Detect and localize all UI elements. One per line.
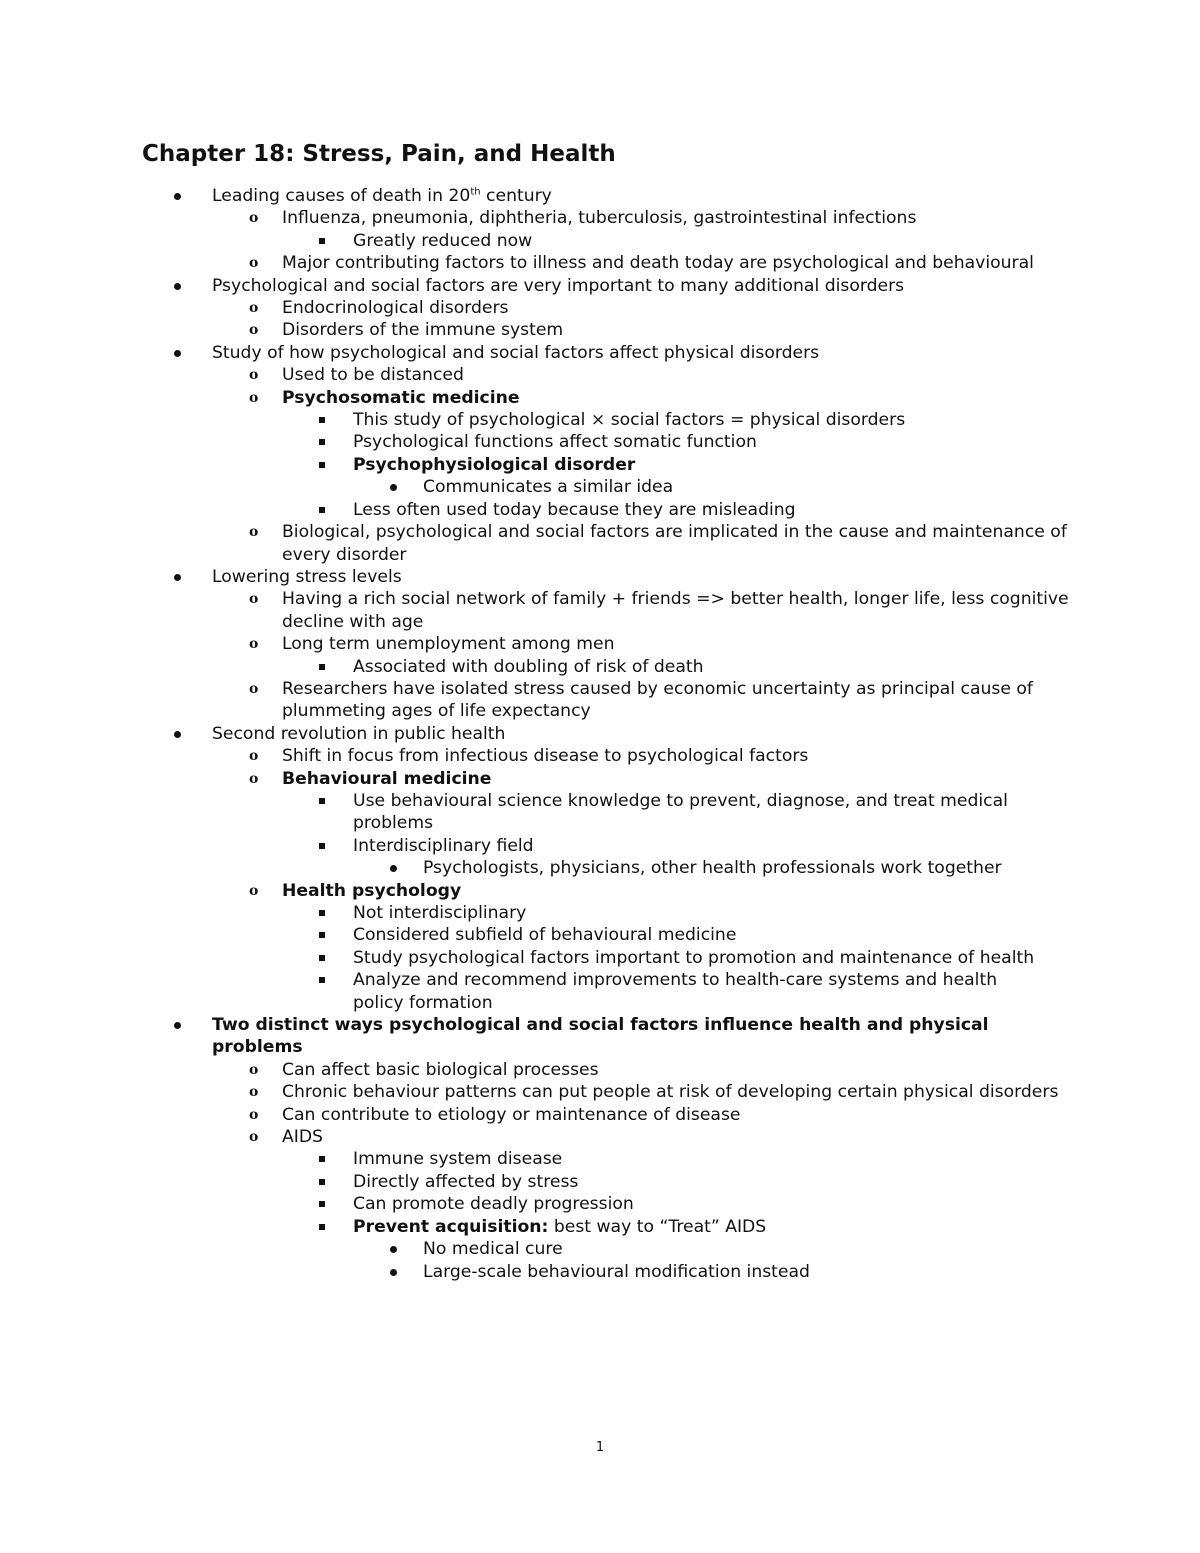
outline-item-text	[282, 745, 1072, 767]
outline-item-level-1	[0, 185, 1200, 207]
outline-item-level-2	[0, 880, 1200, 902]
outline-item-level-2	[0, 319, 1200, 341]
bullet-square-icon	[319, 462, 325, 468]
item-text: Endocrinological disorders	[282, 298, 509, 319]
outline-item-level-2	[0, 1126, 1200, 1148]
outline-item-text	[353, 835, 1053, 857]
bullet-square-icon	[319, 1156, 325, 1162]
bold-term: Health psychology	[282, 880, 462, 901]
outline-item-level-3	[0, 409, 1200, 431]
outline-item-level-3	[0, 656, 1200, 678]
outline-item-level-3	[0, 230, 1200, 252]
item-text: Long term unemployment among men	[282, 634, 615, 655]
bold-term: Prevent acquisition:	[353, 1216, 549, 1237]
item-text: Can promote deadly progression	[353, 1194, 634, 1215]
item-text: Major contributing factors to illness and death today are psychological and behavioural	[282, 253, 1034, 274]
outline-item-text	[282, 1059, 1072, 1081]
outline-item-text	[282, 588, 1072, 633]
bullet-circle-icon: o	[249, 367, 259, 384]
bullet-circle-icon: o	[249, 770, 259, 787]
outline-item-text	[212, 723, 1032, 745]
page-number: 1	[595, 1440, 605, 1455]
superscript: th	[470, 186, 481, 198]
outline-item-text	[282, 880, 1072, 902]
outline-item-text	[282, 297, 1072, 319]
outline-item-level-3	[0, 1171, 1200, 1193]
item-text: Biological, psychological and social factors are implicated in the cause and maintenance of every disorder	[282, 522, 1067, 565]
outline-item-level-3	[0, 924, 1200, 946]
outline-item-level-2	[0, 1081, 1200, 1103]
item-text: Psychological functions affect somatic function	[353, 432, 757, 453]
outline-item-level-1	[0, 566, 1200, 588]
item-text: Shift in focus from infectious disease to psychological factors	[282, 746, 809, 767]
bullet-square-icon	[319, 664, 325, 670]
outline-item-level-2	[0, 633, 1200, 655]
bullet-disc-icon	[174, 193, 181, 200]
outline-item-text	[353, 947, 1053, 969]
bold-term: Two distinct ways psychological and social factors influence health and physical problems	[212, 1015, 989, 1058]
item-text: Large-scale behavioural modification instead	[423, 1261, 810, 1282]
outline-item-level-4	[0, 1261, 1200, 1283]
bullet-disc-icon	[174, 350, 181, 357]
bullet-square-icon	[319, 932, 325, 938]
bullet-square-icon	[319, 843, 325, 849]
outline-item-level-3	[0, 947, 1200, 969]
item-text: Having a rich social network of family + friends => better health, longer life, less cognitive decline with age	[282, 589, 1069, 632]
bullet-disc-icon	[390, 1269, 397, 1276]
outline-item-text	[212, 342, 1032, 364]
outline-item-text	[423, 857, 1200, 879]
outline-item-text	[282, 678, 1072, 723]
outline-item-text	[353, 230, 1053, 252]
item-text-continued: best way to “Treat” AIDS	[548, 1216, 767, 1237]
bullet-disc-icon	[174, 574, 181, 581]
chapter-title: Chapter 18: Stress, Pain, and Health	[142, 141, 616, 167]
outline-item-text	[353, 1148, 1053, 1170]
outline-item-text	[282, 521, 1072, 566]
item-text: Analyze and recommend improvements to health-care systems and health policy formation	[353, 970, 998, 1013]
item-text: No medical cure	[423, 1239, 563, 1260]
item-text: Associated with doubling of risk of death	[353, 656, 704, 677]
outline-item-text	[353, 902, 1053, 924]
outline-item-text	[282, 252, 1072, 274]
item-text: Use behavioural science knowledge to prevent, diagnose, and treat medical problems	[353, 790, 1008, 834]
outline-list	[0, 185, 1200, 1283]
outline-item-level-2	[0, 207, 1200, 229]
item-text: Psychological and social factors are very important to many additional disorders	[212, 275, 905, 296]
outline-item-level-3	[0, 1148, 1200, 1170]
item-text: Leading causes of death in 20	[212, 186, 471, 206]
bullet-circle-icon: o	[249, 680, 259, 697]
bullet-disc-icon	[174, 283, 181, 290]
item-text: Communicates a similar idea	[423, 477, 674, 498]
bullet-disc-icon	[390, 865, 397, 872]
bullet-disc-icon	[390, 1246, 397, 1253]
item-text: Lowering stress levels	[212, 566, 402, 587]
item-text: Interdisciplinary field	[353, 835, 534, 856]
bullet-square-icon	[319, 439, 325, 445]
outline-item-level-4	[0, 857, 1200, 879]
outline-item-level-2	[0, 588, 1200, 633]
outline-item-level-1	[0, 275, 1200, 297]
bullet-square-icon	[319, 238, 325, 244]
outline-item-level-3	[0, 902, 1200, 924]
outline-item-level-3	[0, 1193, 1200, 1215]
bullet-disc-icon	[390, 484, 397, 491]
bullet-circle-icon: o	[249, 524, 259, 541]
item-text: Study psychological factors important to promotion and maintenance of health	[353, 947, 1035, 968]
item-text-continued: century	[480, 186, 552, 206]
outline-item-level-3	[0, 835, 1200, 857]
outline-item-text	[212, 185, 1032, 207]
outline-item-text	[282, 364, 1072, 386]
outline-item-text	[212, 566, 1032, 588]
outline-item-text	[282, 1081, 1072, 1103]
bullet-square-icon	[319, 507, 325, 513]
outline-item-text	[353, 409, 1053, 431]
item-text: Influenza, pneumonia, diphtheria, tuberculosis, gastrointestinal infections	[282, 208, 917, 229]
bullet-circle-icon: o	[249, 255, 259, 272]
outline-item-text	[353, 1193, 1053, 1215]
outline-item-text	[353, 924, 1053, 946]
outline-item-level-1	[0, 723, 1200, 745]
outline-item-level-2	[0, 1059, 1200, 1081]
bullet-disc-icon	[174, 1022, 181, 1029]
outline-item-level-2	[0, 768, 1200, 790]
item-text: Directly affected by stress	[353, 1171, 579, 1192]
item-text: Study of how psychological and social factors affect physical disorders	[212, 342, 820, 363]
outline-item-text	[353, 499, 1053, 521]
item-text: Researchers have isolated stress caused by economic uncertainty as principal cause of plummeting ages of life expectancy	[282, 678, 1033, 722]
bullet-circle-icon: o	[249, 591, 259, 608]
item-text: Chronic behaviour patterns can put people at risk of developing certain physical disorders	[282, 1082, 1059, 1103]
bullet-circle-icon: o	[249, 636, 259, 653]
outline-item-level-3	[0, 790, 1200, 835]
outline-item-text	[282, 319, 1072, 341]
item-text: Used to be distanced	[282, 365, 464, 386]
outline-item-text	[212, 275, 1032, 297]
outline-item-level-2	[0, 297, 1200, 319]
outline-item-text	[282, 768, 1072, 790]
outline-item-text	[282, 387, 1072, 409]
bullet-circle-icon: o	[249, 882, 259, 899]
item-text: Can contribute to etiology or maintenance of disease	[282, 1104, 741, 1125]
outline-item-level-2	[0, 521, 1200, 566]
bullet-circle-icon: o	[249, 1084, 259, 1101]
outline-item-level-3	[0, 499, 1200, 521]
bold-term: Psychophysiological disorder	[353, 454, 636, 475]
outline-item-text	[353, 454, 1053, 476]
item-text: Greatly reduced now	[353, 230, 533, 251]
outline-item-level-2	[0, 1104, 1200, 1126]
outline-item-level-3	[0, 431, 1200, 453]
item-text: Disorders of the immune system	[282, 320, 564, 341]
outline-item-text	[423, 1238, 1200, 1260]
bullet-circle-icon: o	[249, 210, 259, 227]
outline-item-level-2	[0, 252, 1200, 274]
item-text: This study of psychological × social factors = physical disorders	[353, 410, 906, 431]
outline-item-level-2	[0, 387, 1200, 409]
outline-item-text	[282, 207, 1072, 229]
outline-item-text	[353, 431, 1053, 453]
bullet-square-icon	[319, 910, 325, 916]
outline-item-level-1	[0, 1014, 1200, 1059]
bullet-square-icon	[319, 1224, 325, 1230]
bullet-circle-icon: o	[249, 322, 259, 339]
outline-item-text	[282, 1126, 1072, 1148]
bullet-square-icon	[319, 1201, 325, 1207]
outline-item-text	[353, 656, 1053, 678]
item-text: Psychologists, physicians, other health professionals work together	[423, 858, 1002, 879]
outline-item-level-4	[0, 476, 1200, 498]
bullet-circle-icon: o	[249, 1129, 259, 1146]
bullet-square-icon	[319, 977, 325, 983]
outline-item-level-2	[0, 678, 1200, 723]
outline-item-text	[282, 633, 1072, 655]
outline-item-text	[212, 1014, 1032, 1059]
outline-item-level-3	[0, 969, 1200, 1014]
outline-item-text	[423, 1261, 1200, 1283]
outline-item-level-2	[0, 745, 1200, 767]
item-text: Immune system disease	[353, 1149, 563, 1170]
outline-item-level-1	[0, 342, 1200, 364]
bullet-square-icon	[319, 955, 325, 961]
item-text: Less often used today because they are misleading	[353, 499, 796, 520]
bullet-square-icon	[319, 1179, 325, 1185]
bullet-circle-icon: o	[249, 300, 259, 317]
bullet-square-icon	[319, 798, 325, 804]
outline-item-level-3	[0, 1216, 1200, 1238]
bullet-circle-icon: o	[249, 748, 259, 765]
outline-item-text	[353, 790, 1053, 835]
bullet-disc-icon	[174, 731, 181, 738]
bold-term: Psychosomatic medicine	[282, 387, 520, 408]
item-text: Second revolution in public health	[212, 723, 506, 744]
bullet-circle-icon: o	[249, 1106, 259, 1123]
outline-item-level-3	[0, 454, 1200, 476]
item-text: Can affect basic biological processes	[282, 1059, 599, 1080]
outline-item-text	[353, 1216, 1053, 1238]
bullet-circle-icon: o	[249, 389, 259, 406]
item-text: Not interdisciplinary	[353, 903, 527, 923]
outline-item-text	[353, 969, 1053, 1014]
outline-item-level-2	[0, 364, 1200, 386]
item-text: Considered subfield of behavioural medicine	[353, 925, 737, 946]
bold-term: Behavioural medicine	[282, 768, 492, 789]
outline-item-text	[282, 1104, 1072, 1126]
outline-item-text	[423, 476, 1200, 498]
bullet-square-icon	[319, 417, 325, 423]
outline-item-level-4	[0, 1238, 1200, 1260]
item-text: AIDS	[282, 1127, 323, 1148]
outline-item-text	[353, 1171, 1053, 1193]
bullet-circle-icon: o	[249, 1061, 259, 1078]
